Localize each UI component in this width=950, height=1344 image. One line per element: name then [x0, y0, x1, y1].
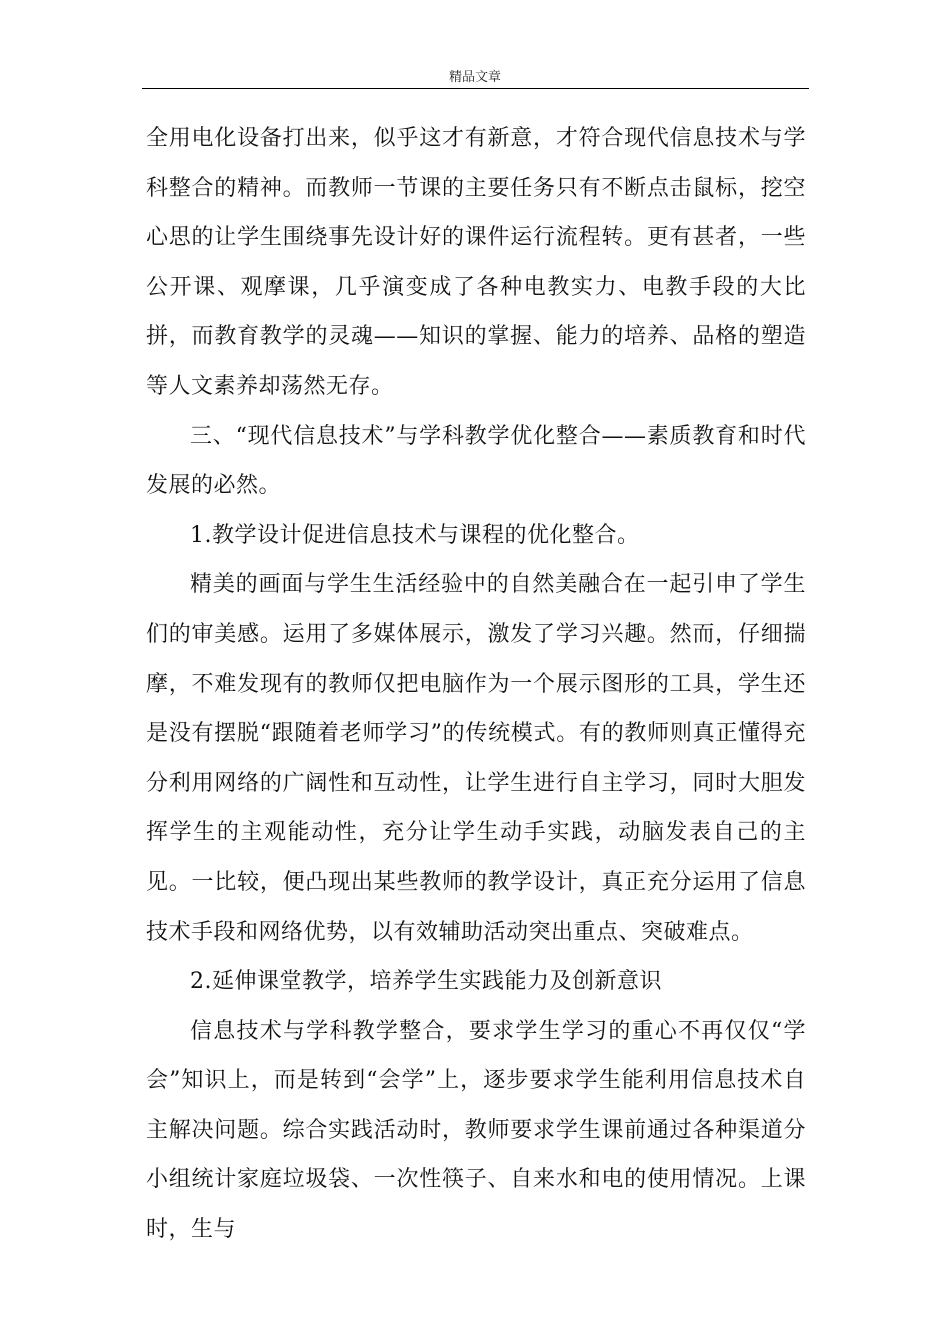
- subheading-2: 2.延伸课堂教学，培养学生实践能力及创新意识: [190, 969, 662, 995]
- paragraph-integration: 信息技术与学科教学整合，要求学生学习的重心不再仅仅“学会”知识上，而是转到“会学”上，逐步要求学生能利用信息技术自主解决问题。综合实践活动时，教师要求学生课前通过各种渠道分小组统计家庭垃圾袋、一次性筷子、自来水和电的使用情况。上课时，生与: [146, 1018, 806, 1243]
- subheading-1: 1.教学设计促进信息技术与课程的优化整合。: [190, 522, 640, 548]
- page-header: 精品文章: [448, 70, 501, 85]
- paragraph-continuation: 全用电化设备打出来，似乎这才有新意，才符合现代信息技术与学科整合的精神。而教师一节课的主要任务只有不断点击鼠标，挖空心思的让学生围绕事先设计好的课件运行流程转。更有甚者，一些公开课、观摩课，几乎演变成了各种电教实力、电教手段的大比拼，而教育教学的灵魂——知识的掌握、能力的培养、品格的塑造等人文素养却荡然无存。: [146, 126, 806, 399]
- document-body: [146, 114, 806, 1255]
- header-divider: [142, 88, 809, 89]
- paragraph-teaching-design: 精美的画面与学生生活经验中的自然美融合在一起引申了学生们的审美感。运用了多媒体展示，激发了学习兴趣。然而，仔细揣摩，不难发现有的教师仅把电脑作为一个展示图形的工具，学生还是没有摆脱“跟随着老师学习”的传统模式。有的教师则真正懂得充分利用网络的广阔性和互动性，让学生进行自主学习，同时大胆发挥学生的主观能动性，充分让学生动手实践，动脑发表自己的主见。一比较，便凸现出某些教师的教学设计，真正充分运用了信息技术手段和网络优势，以有效辅助活动突出重点、突破难点。: [146, 572, 806, 945]
- section-heading-3: 三、“现代信息技术”与学科教学优化整合——素质教育和时代发展的必然。: [146, 423, 806, 499]
